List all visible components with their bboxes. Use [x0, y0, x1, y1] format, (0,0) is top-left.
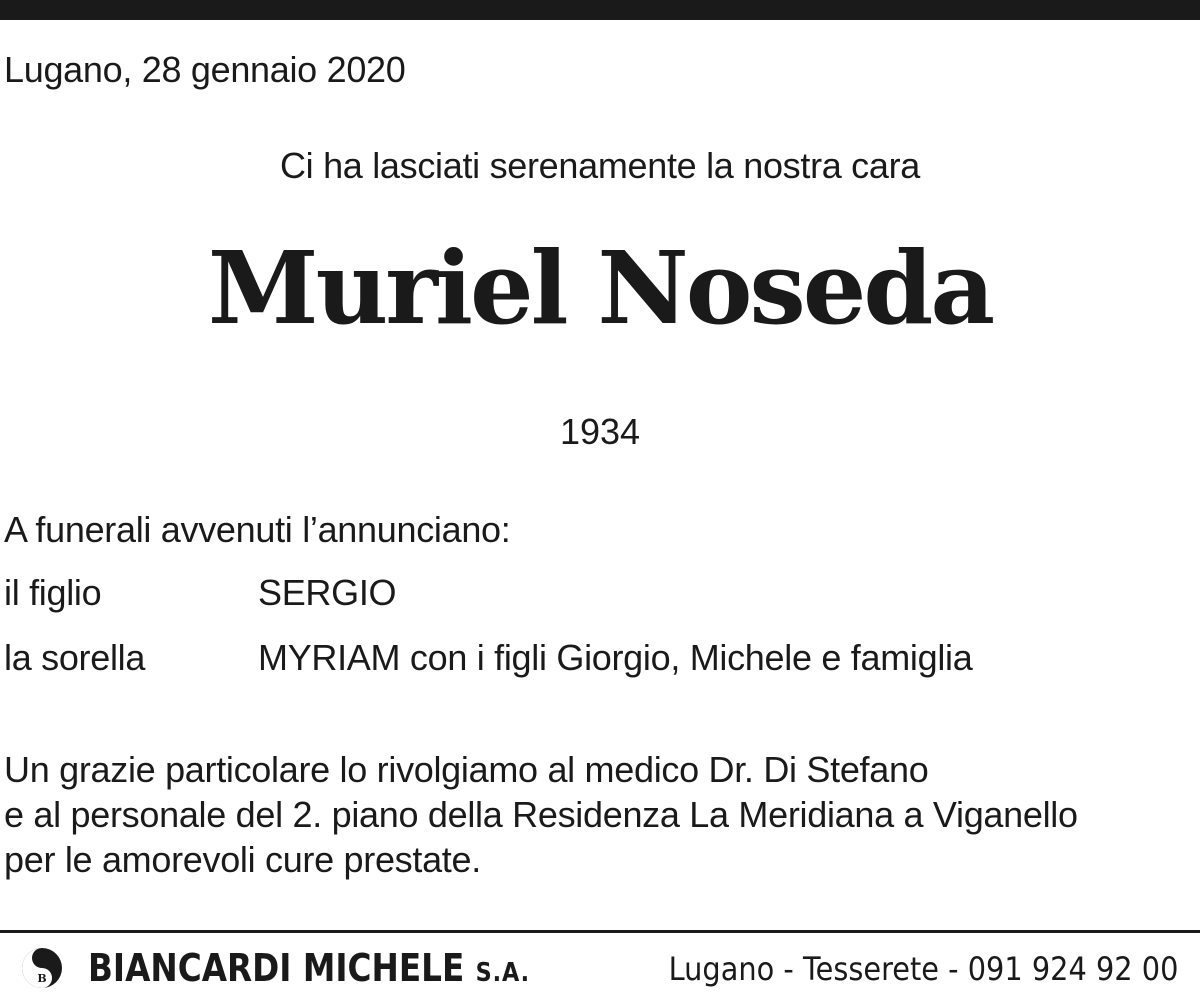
thanks-paragraph [4, 748, 1078, 883]
top-rule [0, 0, 1200, 20]
company-name-text: BIANCARDI MICHELE [88, 946, 465, 990]
relative-role: il figlio [4, 572, 102, 613]
company-name [88, 944, 530, 997]
company-contact: Lugano - Tesserete - 091 924 92 00 [668, 950, 1178, 988]
announcement: A funerali avvenuti l’annunciano: [4, 509, 511, 550]
intro-text: Ci ha lasciati serenamente la nostra cara [279, 145, 921, 186]
relative-row [4, 571, 396, 615]
thanks-line: e al personale del 2. piano della Residenza La Meridiana a Viganello [4, 794, 1078, 835]
footer-rule [0, 930, 1200, 933]
place-date: Lugano, 28 gennaio 2020 [4, 49, 406, 90]
svg-text:B: B [37, 972, 47, 985]
relative-row [4, 636, 972, 680]
relative-names: MYRIAM con i figli Giorgio, Michele e famiglia [258, 637, 973, 678]
biancardi-logo-icon [20, 946, 64, 990]
birth-year: 1934 [559, 411, 641, 452]
relative-role: la sorella [4, 637, 146, 678]
relative-names: SERGIO [258, 572, 397, 613]
thanks-line: Un grazie particolare lo rivolgiamo al medico Dr. Di Stefano [4, 749, 929, 790]
thanks-line: per le amorevoli cure prestate. [4, 839, 481, 880]
footer [0, 930, 1200, 1000]
deceased-name: Muriel Noseda [207, 229, 993, 347]
company-suffix: S.A. [475, 958, 530, 988]
